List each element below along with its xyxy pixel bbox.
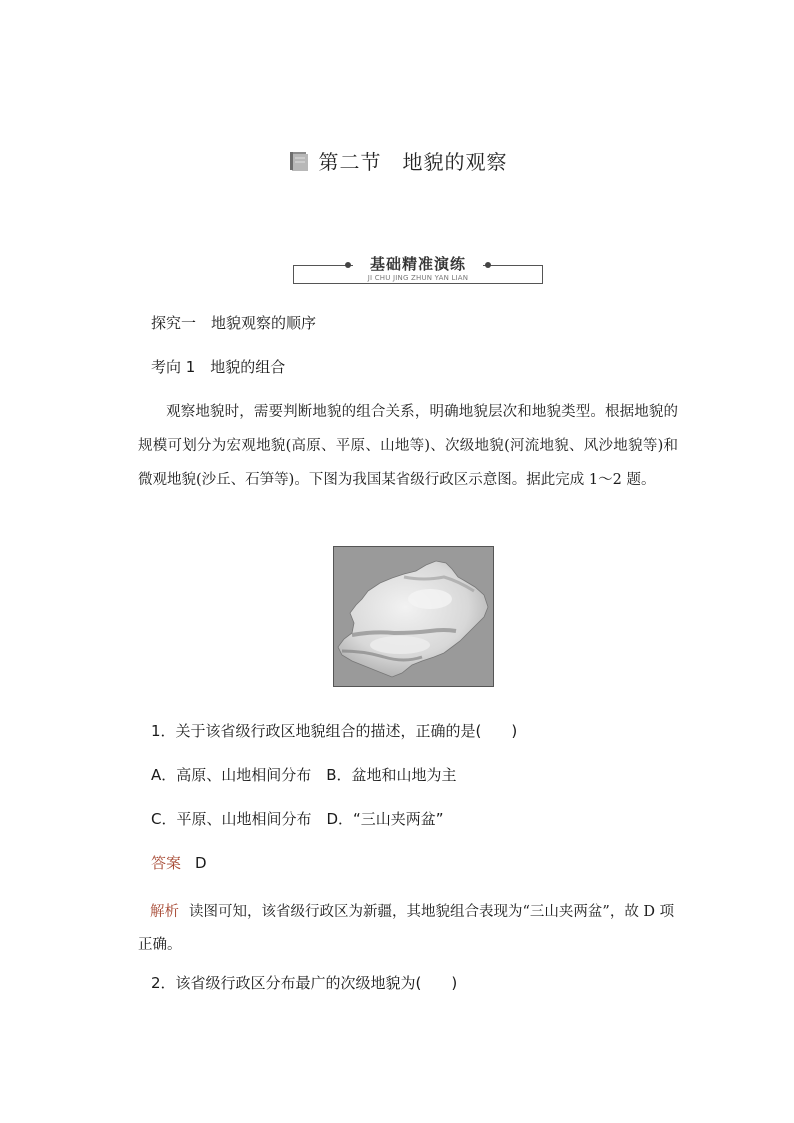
banner-dot-right xyxy=(485,262,491,268)
intro-text: 观察地貌时，需要判断地貌的组合关系，明确地貌层次和地貌类型。根据地貌的规模可划分为宏观地貌(高原、平原、山地等)、次级地貌(河流地貌、风沙地貌等)和微观地貌(沙丘、石笋等)。下图为我国某省级行政区示意图。据此完成 1～2 题。 xyxy=(138,404,678,488)
banner-dot-left xyxy=(345,262,351,268)
answer-label: 答案 xyxy=(151,854,182,872)
book-icon xyxy=(287,150,311,172)
page-title-row xyxy=(0,146,794,176)
question-1-stem: 1．关于该省级行政区地貌组合的描述，正确的是( ) xyxy=(151,722,518,740)
section-heading: 探究一 地貌观察的顺序 xyxy=(151,314,317,332)
question-1-options-cd: C．平原、山地相间分布 D．“三山夹两盆” xyxy=(151,810,444,828)
relief-map xyxy=(334,547,493,686)
banner-title: 基础精准演练 xyxy=(369,255,466,273)
question-1-options-ab: A．高原、山地相间分布 B．盆地和山地为主 xyxy=(151,766,457,784)
page-title: 第二节 地貌的观察 xyxy=(318,150,508,174)
explanation-text: 读图可知，该省级行政区为新疆，其地貌组合表现为“三山夹两盆”，故 D 项正确。 xyxy=(138,904,675,953)
explanation-label: 解析 xyxy=(150,904,179,920)
relief-map-figure xyxy=(333,546,494,687)
answer-value: D xyxy=(195,854,207,872)
question-1-answer xyxy=(151,852,207,873)
subsection-heading: 考向 1 地貌的组合 xyxy=(151,358,286,376)
section-banner xyxy=(293,252,543,286)
intro-paragraph xyxy=(138,395,678,497)
question-2-stem: 2．该省级行政区分布最广的次级地貌为( ) xyxy=(151,974,458,992)
banner-subtitle: JI CHU JING ZHUN YAN LIAN xyxy=(367,274,469,282)
question-1-explanation xyxy=(138,896,678,962)
